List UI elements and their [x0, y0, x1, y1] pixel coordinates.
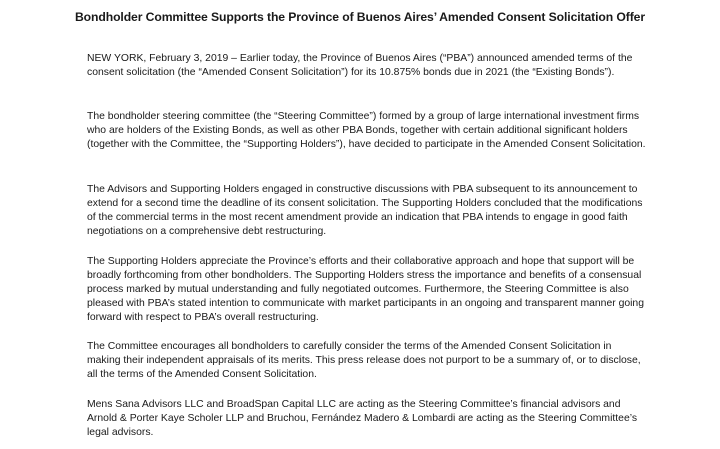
paragraph-steering-committee: The bondholder steering committee (the “Steering Committee”) formed by a group of large international investment firms who are holders of the Existing Bonds, as well as other PBA Bonds, together with certain additional significant holders (together with the Committee, the “Supporting Holders”), have decided to participate in the Amended Consent Solicitation.: [87, 111, 646, 150]
paragraph-encouragement: The Committee encourages all bondholders to carefully consider the terms of the Amended Consent Solicitation in making their independent appraisals of its merits. This press release does not purport to be a summary of, or to disclose, all the terms of the Amended Consent Solicitation.: [87, 341, 641, 380]
document-title: Bondholder Committee Supports the Province of Buenos Aires’ Amended Consent Solicitation Offer: [74, 10, 646, 24]
paragraph-discussions: The Advisors and Supporting Holders engaged in constructive discussions with PBA subsequent to its announcement to extend for a second time the deadline of its consent solicitation. The Supporting Holders concluded that the modifications of the commercial terms in the most recent amendment provide an indication that PBA intends to engage in good faith negotiations on a comprehensive debt restructuring.: [87, 184, 643, 237]
paragraph-appreciation: The Supporting Holders appreciate the Province’s efforts and their collaborative approach and hope that support will be broadly forthcoming from other bondholders. The Supporting Holders stress the importance and benefits of a consensual process marked by mutual understanding and fully negotiated outcomes. Furthermore, the Steering Committee is also pleased with PBA’s stated intention to communicate with market participants in an ongoing and transparent manner going forward with respect to PBA’s overall restructuring.: [87, 256, 644, 323]
paragraph-announcement: NEW YORK, February 3, 2019 – Earlier today, the Province of Buenos Aires (“PBA”) announced amended terms of the consent solicitation (the “Amended Consent Solicitation”) for its 10.875% bonds due in 2021 (the “Existing Bonds”).: [87, 53, 633, 78]
paragraph-advisors: Mens Sana Advisors LLC and BroadSpan Capital LLC are acting as the Steering Committee’s financial advisors and Arnold & Porter Kaye Scholer LLP and Bruchou, Fernández Madero & Lombardi are acting as the Steering Committee’s legal advisors.: [87, 399, 638, 438]
